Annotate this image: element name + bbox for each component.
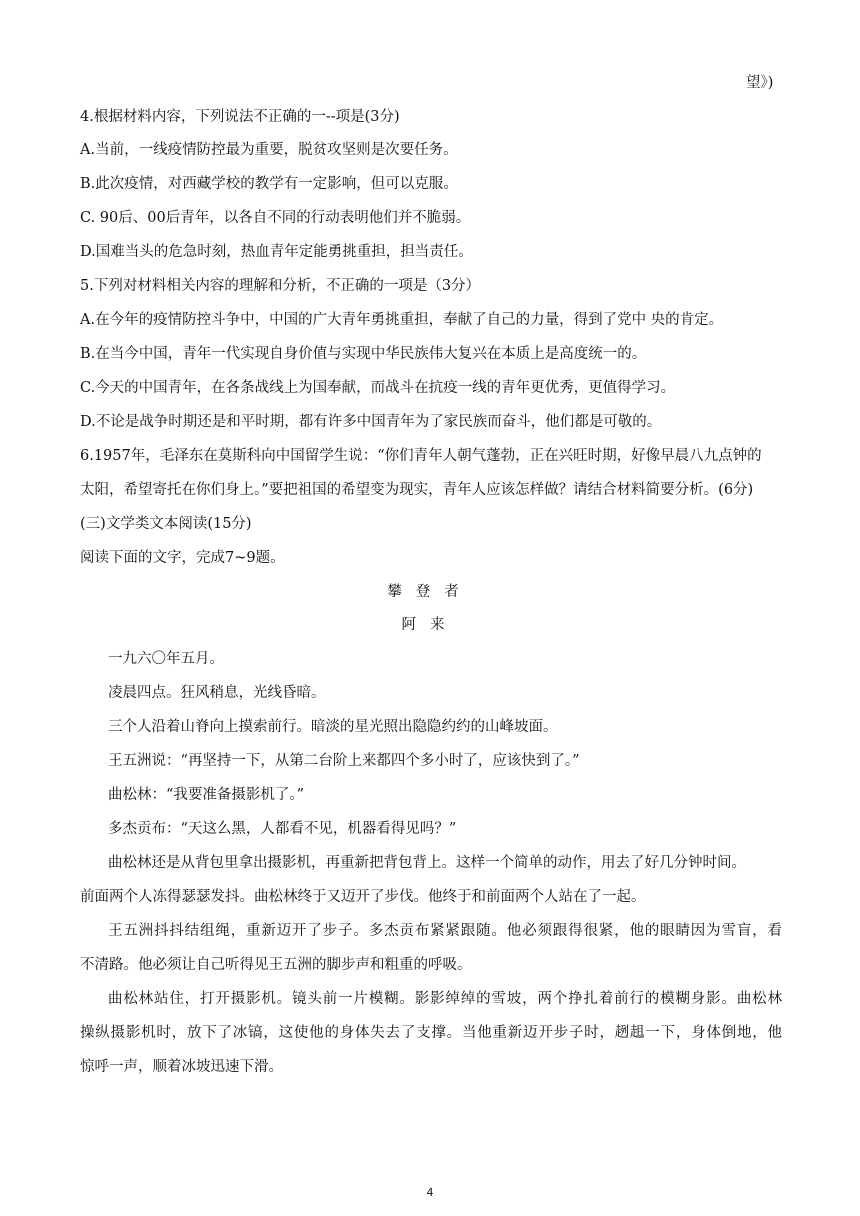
story-line: 前面两个人冻得瑟瑟发抖。曲松林终于又迈开了步伐。他终于和前面两个人站在了一起。 <box>80 889 646 905</box>
question-5-stem: 5.下列对材料相关内容的理解和分析，不正确的一项是（3分） <box>80 278 481 294</box>
story-line: 凌晨四点。狂风稍息，光线昏暗。 <box>108 685 326 701</box>
section-three-instruction: 阅读下面的文字，完成7~9题。 <box>80 550 285 566</box>
story-line: 曲松林还是从背包里拿出摄影机，再重新把背包背上。这样一个简单的动作，用去了好几分钟时间。 <box>108 855 746 871</box>
continued-text-fragment: 望》) <box>746 75 774 91</box>
story-line: 一九六〇年五月。 <box>108 651 224 667</box>
story-line: 操纵摄影机时，放下了冰镐，这使他的身体失去了支撑。当他重新迈开步子时，趔趄一下，身体倒地，他 <box>80 1025 782 1041</box>
story-line: 王五洲说：“再坚持一下，从第二台阶上来都四个多小时了，应该快到了。” <box>108 753 580 769</box>
question-5-option-c: C.今天的中国青年，在各条战线上为国奉献，而战斗在抗疫一线的青年更优秀，更值得学习。 <box>80 380 676 396</box>
question-5-option-d: D.不论是战争时期还是和平时期，都有许多中国青年为了家民族而奋斗，他们都是可敬的。 <box>80 414 662 430</box>
question-4-option-a: A.当前，一线疫情防控最为重要，脱贫攻坚则是次要任务。 <box>80 142 458 158</box>
question-4-option-c: C. 90后、00后青年，以各自不同的行动表明他们并不脆弱。 <box>80 210 471 226</box>
question-4-stem: 4.根据材料内容，下列说法不正确的一--项是(3分) <box>80 109 400 125</box>
story-line: 多杰贡布：“天这么黑，人都看不见，机器看得见吗？” <box>108 821 457 837</box>
question-6-line-2: 太阳，希望寄托在你们身上。”要把祖国的希望变为现实，青年人应该怎样做？请结合材料简要分析。(6分) <box>80 482 754 498</box>
question-5-option-b: B.在当今中国，青年一代实现自身价值与实现中华民族伟大复兴在本质上是高度统一的。 <box>80 346 647 362</box>
story-title: 攀登者 <box>387 584 473 600</box>
story-line: 不清路。他必须让自己听得见王五洲的脚步声和粗重的呼吸。 <box>80 957 472 973</box>
story-line: 曲松林：“我要准备摄影机了。” <box>108 787 305 803</box>
question-4-option-b: B.此次疫情，对西藏学校的教学有一定影响，但可以克服。 <box>80 176 458 192</box>
question-4-option-d: D.国难当头的危急时刻，热血青年定能勇挑重担，担当责任。 <box>80 244 473 260</box>
question-6-line-1: 6.1957年，毛泽东在莫斯科向中国留学生说：“你们青年人朝气蓬勃，正在兴旺时期，好像早晨八九点钟的 <box>80 448 762 464</box>
section-three-heading: (三)文学类文本阅读(15分) <box>80 516 252 532</box>
story-author: 阿来 <box>401 617 459 633</box>
story-line: 王五洲抖抖结组绳，重新迈开了步子。多杰贡布紧紧跟随。他必须跟得很紧，他的眼睛因为雪盲，看 <box>108 923 782 939</box>
story-line: 惊呼一声，顺着冰坡迅速下滑。 <box>80 1059 283 1075</box>
question-5-option-a: A.在今年的疫情防控斗争中，中国的广大青年勇挑重担，奉献了自己的力量，得到了党中 央的肯定。 <box>80 312 724 328</box>
story-line: 曲松林站住，打开摄影机。镜头前一片模糊。影影绰绰的雪坡，两个挣扎着前行的模糊身影。曲松林 <box>108 991 782 1007</box>
page-number: 4 <box>426 1186 434 1199</box>
story-line: 三个人沿着山脊向上摸索前行。暗淡的星光照出隐隐约约的山峰坡面。 <box>108 719 558 735</box>
